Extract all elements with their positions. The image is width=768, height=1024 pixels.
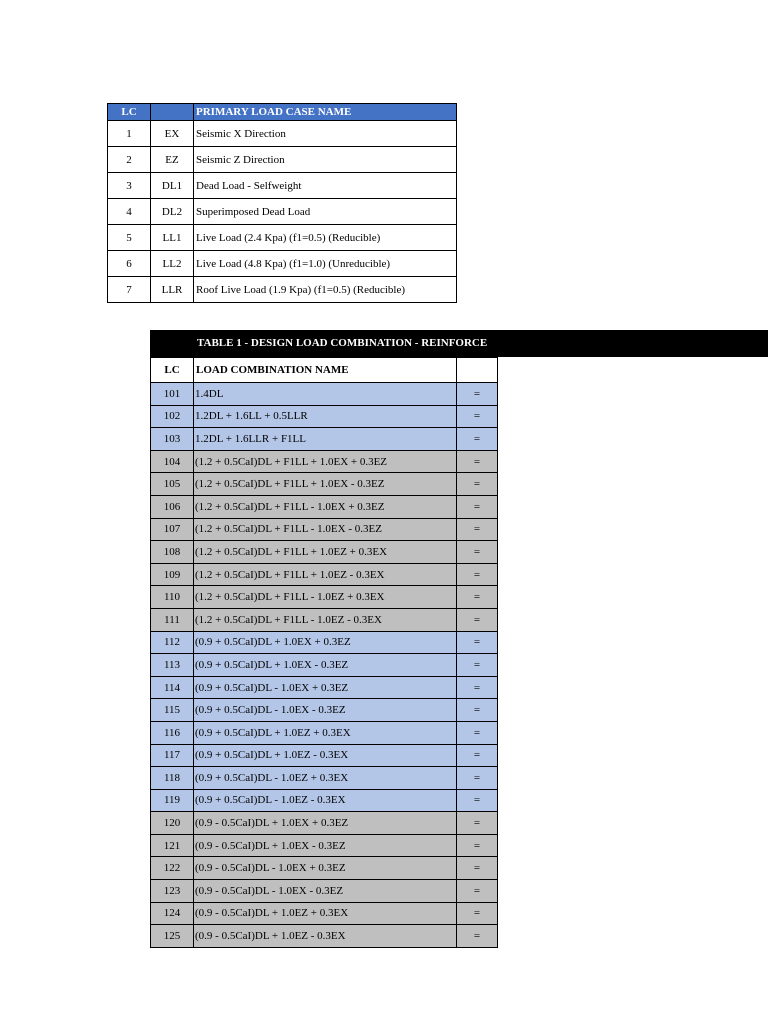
combination-name-cell: (0.9 + 0.5CaI)DL + 1.0EX - 0.3EZ — [194, 654, 457, 677]
table-row — [108, 199, 457, 225]
equals-cell: = — [457, 676, 498, 699]
equals-cell: = — [457, 428, 498, 451]
table-row — [151, 925, 498, 948]
combination-name-cell: (0.9 - 0.5CaI)DL - 1.0EX + 0.3EZ — [194, 857, 457, 880]
name-cell: Superimposed Dead Load — [194, 199, 457, 225]
table-row — [151, 473, 498, 496]
equals-cell: = — [457, 699, 498, 722]
combination-name-cell: (0.9 + 0.5CaI)DL + 1.0EZ + 0.3EX — [194, 721, 457, 744]
lc-cell: 111 — [151, 608, 194, 631]
combination-name-cell: (1.2 + 0.5CaI)DL + F1LL + 1.0EZ - 0.3EX — [194, 563, 457, 586]
table-row — [151, 880, 498, 903]
combination-name-cell: 1.4DL — [194, 383, 457, 406]
name-cell: Dead Load - Selfweight — [194, 173, 457, 199]
name-cell: Seismic Z Direction — [194, 147, 457, 173]
lc-cell: 121 — [151, 834, 194, 857]
code-cell: DL2 — [151, 199, 194, 225]
combination-name-cell: (0.9 - 0.5CaI)DL - 1.0EX - 0.3EZ — [194, 880, 457, 903]
equals-cell: = — [457, 767, 498, 790]
code-cell: DL1 — [151, 173, 194, 199]
header-load-combination-name: LOAD COMBINATION NAME — [194, 358, 457, 383]
lc-cell: 117 — [151, 744, 194, 767]
combination-name-cell: (1.2 + 0.5CaI)DL + F1LL + 1.0EX - 0.3EZ — [194, 473, 457, 496]
combination-name-cell: (0.9 + 0.5CaI)DL - 1.0EZ + 0.3EX — [194, 767, 457, 790]
lc-cell: 108 — [151, 541, 194, 564]
name-cell: Live Load (2.4 Kpa) (f1=0.5) (Reducible) — [194, 225, 457, 251]
equals-cell: = — [457, 405, 498, 428]
name-cell: Live Load (4.8 Kpa) (f1=1.0) (Unreducible) — [194, 251, 457, 277]
lc-cell: 101 — [151, 383, 194, 406]
combination-name-cell: (0.9 - 0.5CaI)DL + 1.0EX + 0.3EZ — [194, 812, 457, 835]
table-row — [151, 495, 498, 518]
lc-cell: 104 — [151, 450, 194, 473]
table-row — [151, 518, 498, 541]
header-lc: LC — [108, 104, 151, 121]
lc-cell: 113 — [151, 654, 194, 677]
lc-cell: 122 — [151, 857, 194, 880]
equals-cell: = — [457, 383, 498, 406]
lc-cell: 4 — [108, 199, 151, 225]
lc-cell: 102 — [151, 405, 194, 428]
primary-table-body — [108, 121, 457, 303]
combination-name-cell: (1.2 + 0.5CaI)DL + F1LL + 1.0EX + 0.3EZ — [194, 450, 457, 473]
code-cell: EZ — [151, 147, 194, 173]
combination-name-cell: (0.9 + 0.5CaI)DL - 1.0EX + 0.3EZ — [194, 676, 457, 699]
equals-cell: = — [457, 834, 498, 857]
table-row — [108, 147, 457, 173]
combination-name-cell: 1.2DL + 1.6LLR + F1LL — [194, 428, 457, 451]
name-cell: Seismic X Direction — [194, 121, 457, 147]
code-cell: LLR — [151, 277, 194, 303]
table-row — [151, 744, 498, 767]
combination-name-cell: (1.2 + 0.5CaI)DL + F1LL + 1.0EZ + 0.3EX — [194, 541, 457, 564]
lc-cell: 109 — [151, 563, 194, 586]
lc-cell: 115 — [151, 699, 194, 722]
code-cell: LL2 — [151, 251, 194, 277]
equals-cell: = — [457, 518, 498, 541]
lc-cell: 118 — [151, 767, 194, 790]
table-row — [151, 767, 498, 790]
header-code — [151, 104, 194, 121]
lc-cell: 5 — [108, 225, 151, 251]
table-row — [108, 225, 457, 251]
header-primary-load-case-name: PRIMARY LOAD CASE NAME — [194, 104, 457, 121]
table-row — [151, 383, 498, 406]
table-row — [151, 428, 498, 451]
combo-table-body — [151, 383, 498, 948]
equals-cell: = — [457, 586, 498, 609]
combo-table-header — [151, 358, 498, 383]
combination-name-cell: (0.9 + 0.5CaI)DL + 1.0EZ - 0.3EX — [194, 744, 457, 767]
table-row — [151, 450, 498, 473]
table-row — [151, 608, 498, 631]
equals-cell: = — [457, 857, 498, 880]
lc-cell: 2 — [108, 147, 151, 173]
equals-cell: = — [457, 902, 498, 925]
equals-cell: = — [457, 563, 498, 586]
table-row — [108, 121, 457, 147]
primary-table-header — [108, 104, 457, 121]
equals-cell: = — [457, 654, 498, 677]
lc-cell: 3 — [108, 173, 151, 199]
combination-name-cell: (1.2 + 0.5CaI)DL + F1LL - 1.0EZ + 0.3EX — [194, 586, 457, 609]
primary-load-case-table — [107, 103, 457, 303]
lc-cell: 110 — [151, 586, 194, 609]
table-row — [151, 721, 498, 744]
table-row — [108, 251, 457, 277]
table-row — [151, 676, 498, 699]
equals-cell: = — [457, 631, 498, 654]
combination-name-cell: (1.2 + 0.5CaI)DL + F1LL - 1.0EX + 0.3EZ — [194, 495, 457, 518]
combination-name-cell: (0.9 - 0.5CaI)DL + 1.0EZ + 0.3EX — [194, 902, 457, 925]
lc-cell: 125 — [151, 925, 194, 948]
equals-cell: = — [457, 541, 498, 564]
lc-cell: 1 — [108, 121, 151, 147]
code-cell: LL1 — [151, 225, 194, 251]
combination-name-cell: (1.2 + 0.5CaI)DL + F1LL - 1.0EZ - 0.3EX — [194, 608, 457, 631]
equals-cell: = — [457, 744, 498, 767]
equals-cell: = — [457, 789, 498, 812]
table-row — [151, 563, 498, 586]
equals-cell: = — [457, 880, 498, 903]
table-row — [151, 699, 498, 722]
equals-cell: = — [457, 925, 498, 948]
equals-cell: = — [457, 721, 498, 744]
table-row — [151, 631, 498, 654]
combination-name-cell: (0.9 - 0.5CaI)DL + 1.0EZ - 0.3EX — [194, 925, 457, 948]
table-row — [151, 812, 498, 835]
lc-cell: 120 — [151, 812, 194, 835]
equals-cell: = — [457, 608, 498, 631]
equals-cell: = — [457, 473, 498, 496]
table-row — [151, 654, 498, 677]
combination-name-cell: (0.9 + 0.5CaI)DL - 1.0EZ - 0.3EX — [194, 789, 457, 812]
design-load-combination-table — [150, 357, 498, 948]
equals-cell: = — [457, 495, 498, 518]
combination-name-cell: (1.2 + 0.5CaI)DL + F1LL - 1.0EX - 0.3EZ — [194, 518, 457, 541]
lc-cell: 124 — [151, 902, 194, 925]
lc-cell: 6 — [108, 251, 151, 277]
name-cell: Roof Live Load (1.9 Kpa) (f1=0.5) (Reducible) — [194, 277, 457, 303]
lc-cell: 106 — [151, 495, 194, 518]
table-row — [151, 857, 498, 880]
table-row — [151, 834, 498, 857]
lc-cell: 116 — [151, 721, 194, 744]
equals-cell: = — [457, 450, 498, 473]
table-row — [151, 789, 498, 812]
table-row — [108, 173, 457, 199]
lc-cell: 103 — [151, 428, 194, 451]
combination-name-cell: (0.9 + 0.5CaI)DL + 1.0EX + 0.3EZ — [194, 631, 457, 654]
table-row — [151, 902, 498, 925]
lc-cell: 123 — [151, 880, 194, 903]
combo-table-title: TABLE 1 - DESIGN LOAD COMBINATION - REINFORCE — [197, 337, 488, 349]
header-lc: LC — [151, 358, 194, 383]
combination-name-cell: (0.9 + 0.5CaI)DL - 1.0EX - 0.3EZ — [194, 699, 457, 722]
table-row — [151, 541, 498, 564]
equals-cell: = — [457, 812, 498, 835]
code-cell: EX — [151, 121, 194, 147]
table-row — [151, 586, 498, 609]
lc-cell: 7 — [108, 277, 151, 303]
table-row — [108, 277, 457, 303]
combo-table-title-bar — [150, 330, 768, 357]
lc-cell: 107 — [151, 518, 194, 541]
lc-cell: 119 — [151, 789, 194, 812]
combination-name-cell: (0.9 - 0.5CaI)DL + 1.0EX - 0.3EZ — [194, 834, 457, 857]
lc-cell: 114 — [151, 676, 194, 699]
header-eq — [457, 358, 498, 383]
table-row — [151, 405, 498, 428]
lc-cell: 112 — [151, 631, 194, 654]
combination-name-cell: 1.2DL + 1.6LL + 0.5LLR — [194, 405, 457, 428]
lc-cell: 105 — [151, 473, 194, 496]
